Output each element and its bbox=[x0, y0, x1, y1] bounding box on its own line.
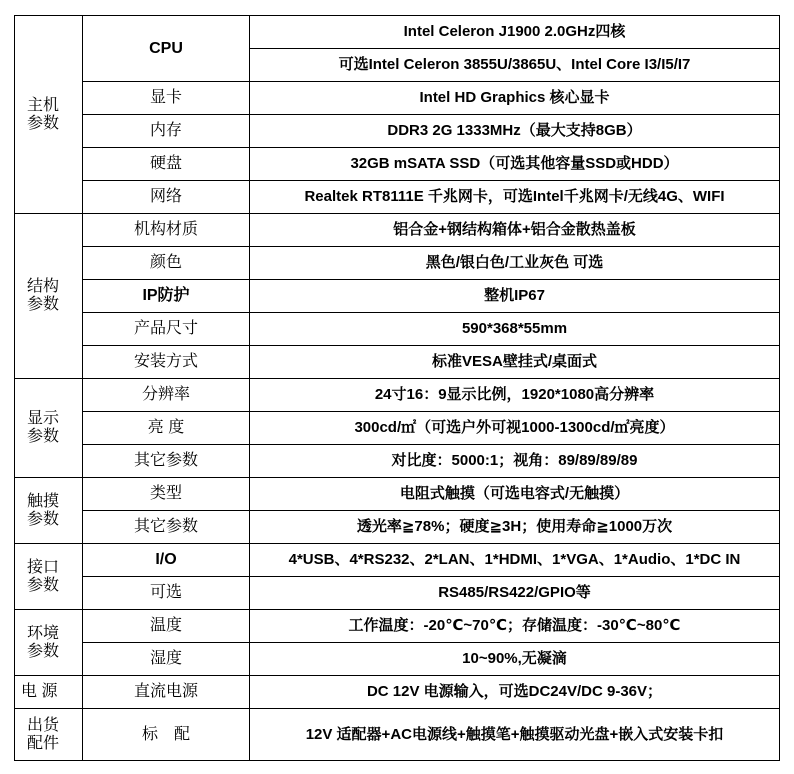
table-row bbox=[15, 313, 780, 346]
table-row bbox=[15, 676, 780, 709]
table-row bbox=[15, 379, 780, 412]
spec-value: Realtek RT8111E 千兆网卡，可选Intel千兆网卡/无线4G、WIFI bbox=[250, 181, 780, 214]
table-row bbox=[15, 346, 780, 379]
table-row bbox=[15, 247, 780, 280]
spec-key: 可选 bbox=[83, 577, 250, 610]
group-label: 环境 参数 bbox=[15, 610, 83, 676]
spec-key: 亮 度 bbox=[83, 412, 250, 445]
group-label: 接口 参数 bbox=[15, 544, 83, 610]
spec-key: 显卡 bbox=[83, 82, 250, 115]
spec-value: 标准VESA壁挂式/桌面式 bbox=[250, 346, 780, 379]
spec-key: 分辨率 bbox=[83, 379, 250, 412]
spec-key: 湿度 bbox=[83, 643, 250, 676]
spec-key: 机构材质 bbox=[83, 214, 250, 247]
group-label: 触摸 参数 bbox=[15, 478, 83, 544]
spec-value: 铝合金+钢结构箱体+铝合金散热盖板 bbox=[250, 214, 780, 247]
table-row bbox=[15, 412, 780, 445]
spec-value: DDR3 2G 1333MHz（最大支持8GB） bbox=[250, 115, 780, 148]
spec-value: 黑色/银白色/工业灰色 可选 bbox=[250, 247, 780, 280]
spec-value: 300cd/㎡（可选户外可视1000-1300cd/㎡亮度） bbox=[250, 412, 780, 445]
spec-key: 类型 bbox=[83, 478, 250, 511]
spec-value: 透光率≧78%；硬度≧3H；使用寿命≧1000万次 bbox=[250, 511, 780, 544]
table-row bbox=[15, 577, 780, 610]
spec-value: 32GB mSATA SSD（可选其他容量SSD或HDD） bbox=[250, 148, 780, 181]
group-label: 电 源 bbox=[15, 676, 83, 709]
table-row bbox=[15, 115, 780, 148]
spec-value: 对比度：5000:1；视角：89/89/89/89 bbox=[250, 445, 780, 478]
spec-value: 整机IP67 bbox=[250, 280, 780, 313]
spec-key: 直流电源 bbox=[83, 676, 250, 709]
spec-value: DC 12V 电源输入，可选DC24V/DC 9-36V； bbox=[250, 676, 780, 709]
spec-table bbox=[14, 15, 780, 761]
spec-value: Intel HD Graphics 核心显卡 bbox=[250, 82, 780, 115]
table-row bbox=[15, 445, 780, 478]
table-row bbox=[15, 148, 780, 181]
spec-value: 电阻式触摸（可选电容式/无触摸） bbox=[250, 478, 780, 511]
spec-key: 颜色 bbox=[83, 247, 250, 280]
table-row bbox=[15, 478, 780, 511]
table-row bbox=[15, 610, 780, 643]
spec-key: 产品尺寸 bbox=[83, 313, 250, 346]
spec-value: 590*368*55mm bbox=[250, 313, 780, 346]
table-row bbox=[15, 544, 780, 577]
spec-value: 工作温度：-20℃~70℃；存储温度：-30℃~80℃ bbox=[250, 610, 780, 643]
spec-value: RS485/RS422/GPIO等 bbox=[250, 577, 780, 610]
spec-value: 可选Intel Celeron 3855U/3865U、Intel Core I3/I5/I7 bbox=[250, 49, 780, 82]
table-row bbox=[15, 643, 780, 676]
spec-key: IP防护 bbox=[83, 280, 250, 313]
group-label: 出货 配件 bbox=[15, 709, 83, 761]
table-row bbox=[15, 511, 780, 544]
spec-key: 其它参数 bbox=[83, 445, 250, 478]
spec-key: I/O bbox=[83, 544, 250, 577]
table-row bbox=[15, 181, 780, 214]
spec-key: 网络 bbox=[83, 181, 250, 214]
spec-key: 温度 bbox=[83, 610, 250, 643]
spec-value: 12V 适配器+AC电源线+触摸笔+触摸驱动光盘+嵌入式安装卡扣 bbox=[250, 709, 780, 761]
group-label: 主机 参数 bbox=[15, 16, 83, 214]
spec-key: 内存 bbox=[83, 115, 250, 148]
spec-key: 安装方式 bbox=[83, 346, 250, 379]
spec-key: 其它参数 bbox=[83, 511, 250, 544]
table-row bbox=[15, 16, 780, 49]
spec-key: 标 配 bbox=[83, 709, 250, 761]
spec-value: 24寸16：9显示比例，1920*1080高分辨率 bbox=[250, 379, 780, 412]
group-label: 结构 参数 bbox=[15, 214, 83, 379]
table-row bbox=[15, 709, 780, 761]
table-row bbox=[15, 214, 780, 247]
spec-key: 硬盘 bbox=[83, 148, 250, 181]
spec-key: CPU bbox=[83, 16, 250, 82]
spec-value: 10~90%,无凝滴 bbox=[250, 643, 780, 676]
table-row bbox=[15, 280, 780, 313]
spec-value: 4*USB、4*RS232、2*LAN、1*HDMI、1*VGA、1*Audio、1*DC IN bbox=[250, 544, 780, 577]
group-label: 显示 参数 bbox=[15, 379, 83, 478]
table-row bbox=[15, 82, 780, 115]
spec-value: Intel Celeron J1900 2.0GHz四核 bbox=[250, 16, 780, 49]
